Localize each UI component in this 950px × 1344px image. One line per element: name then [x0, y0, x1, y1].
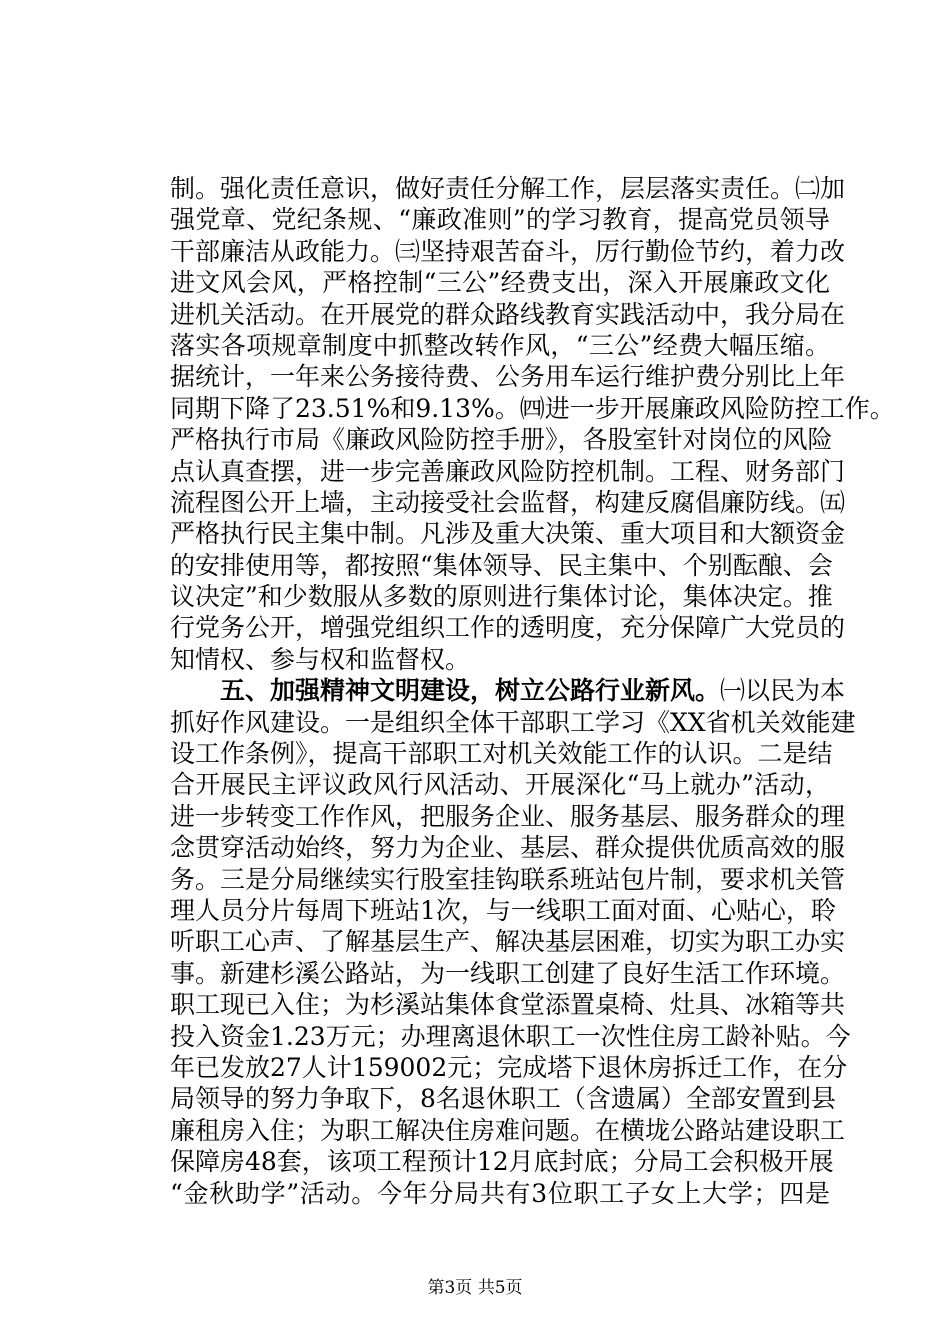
text-line: 议决定”和少数服从多数的原则进行集体讨论，集体决定。推: [170, 582, 833, 612]
document-body: [170, 173, 895, 1209]
text-line: 点认真查摆，进一步完善廉政风险防控机制。工程、财务部门: [170, 456, 846, 486]
text-line: 的安排使用等，都按照“集体领导、民主集中、个别酝酿、会: [170, 550, 833, 580]
text-line: 年已发放27人计159002元；完成塔下退休房拆迁工作，在分: [170, 1052, 848, 1082]
section-heading-continuation: ㈠以民为本: [720, 676, 846, 706]
text-line: 制。强化责任意识，做好责任分解工作，层层落实责任。㈡加: [170, 174, 846, 203]
text-line: 进文风会风，严格控制“三公”经费支出，深入开展廉政文化: [170, 268, 830, 298]
text-line: 听职工心声、了解基层生产、解决基层困难，切实为职工办实: [170, 927, 846, 957]
text-line: 同期下降了23.51%和9.13%。㈣进一步开展廉政风险防控工作。: [170, 393, 895, 423]
text-line: 干部廉洁从政能力。㈢坚持艰苦奋斗，厉行勤俭节约，着力改: [170, 236, 846, 266]
text-line: 局领导的努力争取下，8名退休职工（含遗属）全部安置到县: [170, 1084, 836, 1114]
text-line: 务。三是分局继续实行股室挂钩联系班站包片制，要求机关管: [170, 864, 846, 894]
text-line: 设工作条例》，提高干部职工对机关效能工作的认识。二是结: [170, 739, 833, 769]
text-line: 落实各项规章制度中抓整改转作风，“三公”经费大幅压缩。: [170, 330, 830, 360]
text-line: 保障房48套，该项工程预计12月底封底；分局工会积极开展: [170, 1147, 834, 1177]
text-line: 进机关活动。在开展党的群众路线教育实践活动中，我分局在: [170, 299, 846, 329]
paragraph-party-discipline: [170, 173, 895, 675]
text-line: 严格执行市局《廉政风险防控手册》，各股室针对岗位的风险: [170, 425, 833, 455]
text-line: 严格执行民主集中制。凡涉及重大决策、重大项目和大额资金: [170, 519, 846, 549]
paragraph-heading-line: [170, 675, 846, 706]
text-line: 抓好作风建设。一是组织全体干部职工学习《XX省机关效能建: [170, 707, 856, 737]
text-line: 理人员分片每周下班站1次，与一线职工面对面、心贴心，聆: [170, 895, 836, 925]
text-line: 投入资金1.23万元；办理离退休职工一次性住房工龄补贴。今: [170, 1021, 851, 1051]
page-footer: 第3页 共5页: [427, 1278, 523, 1298]
text-line: 廉租房入住；为职工解决住房难问题。在横垅公路站建设职工: [170, 1115, 846, 1145]
text-line: 念贯穿活动始终，努力为企业、基层、群众提供优质高效的服: [170, 833, 846, 863]
paragraph-civilization-building: [170, 707, 856, 1209]
section-heading: 五、加强精神文明建设，树立公路行业新风。: [220, 676, 721, 706]
text-line: “金秋助学”活动。今年分局共有3位职工子女上大学；四是: [170, 1178, 830, 1208]
text-line: 强党章、党纪条规、“廉政准则”的学习教育，提高党员领导: [170, 205, 830, 235]
text-line: 流程图公开上墙，主动接受社会监督，构建反腐倡廉防线。㈤: [170, 487, 846, 517]
text-line: 合开展民主评议政风行风活动、开展深化“马上就办”活动，: [170, 770, 830, 800]
text-line: 知情权、参与权和监督权。: [170, 644, 471, 674]
text-line: 进一步转变工作作风，把服务企业、服务基层、服务群众的理: [170, 801, 846, 831]
text-line: 据统计，一年来公务接待费、公务用车运行维护费分别比上年: [170, 362, 846, 392]
text-line: 行党务公开，增强党组织工作的透明度，充分保障广大党员的: [170, 613, 846, 643]
text-line: 事。新建杉溪公路站，为一线职工创建了良好生活工作环境。: [170, 958, 846, 988]
text-line: 职工现已入住；为杉溪站集体食堂添置桌椅、灶具、冰箱等共: [170, 990, 846, 1020]
